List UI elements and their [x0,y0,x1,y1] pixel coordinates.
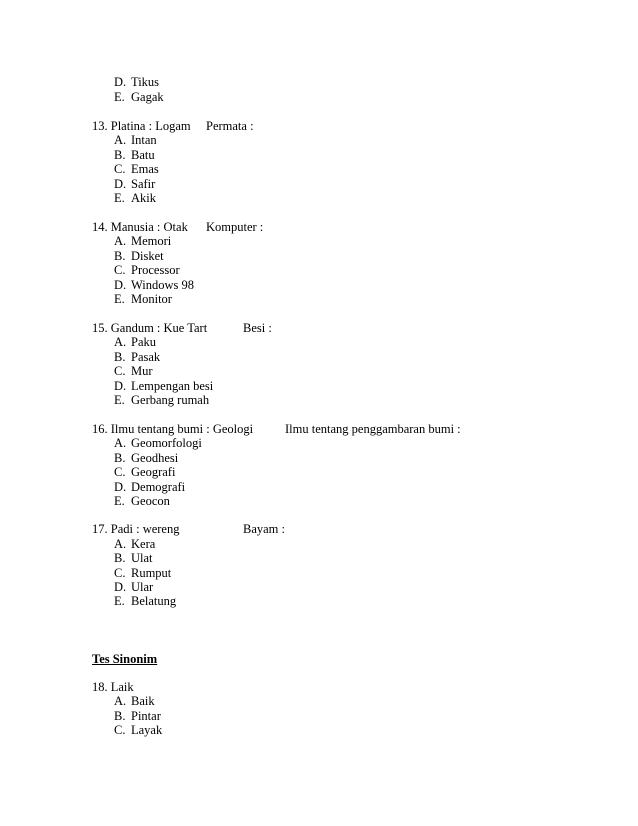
question-number: 14. [92,220,108,234]
option-letter: C. [114,465,126,479]
option-letter: A. [114,133,127,147]
question-18 [92,680,134,695]
question-right: Komputer : [206,220,264,234]
option-letter: E. [114,191,125,205]
question-right: Permata : [206,119,254,133]
option-letter: A. [114,234,127,248]
section-heading: Tes Sinonim [92,652,158,666]
question-13 [92,119,191,134]
question-word: Laik [110,680,134,694]
option-letter: D. [114,75,127,89]
option-letter: D. [114,379,127,393]
option-text: Geocon [131,494,170,508]
option-letter: C. [114,723,126,737]
question-number: 17. [92,522,108,536]
question-right: Bayam : [243,522,286,536]
option-letter: D. [114,177,127,191]
question-number: 15. [92,321,108,335]
question-number: 18. [92,680,108,694]
question-16 [92,422,253,437]
option-letter: E. [114,594,125,608]
option-text: Batu [131,148,155,162]
option-text: Baik [131,694,155,708]
option-text: Ulat [131,551,153,565]
option-text: Geografi [131,465,176,479]
option-letter: B. [114,451,126,465]
question-right: Ilmu tentang penggambaran bumi : [285,422,461,436]
option-text: Akik [131,191,156,205]
option-text: Geodhesi [131,451,179,465]
option-text: Intan [131,133,157,147]
option-text: Geomorfologi [131,436,202,450]
question-17 [92,522,179,537]
option-text: Layak [131,723,163,737]
option-text: Emas [131,162,159,176]
option-text: Windows 98 [131,278,195,292]
option-text: Pintar [131,709,161,723]
option-letter: B. [114,551,126,565]
option-letter: B. [114,148,126,162]
option-text: Mur [131,364,153,378]
option-letter: D. [114,278,127,292]
option-text: Monitor [131,292,172,306]
option-letter: B. [114,350,126,364]
option-letter: B. [114,709,126,723]
option-text: Kera [131,537,156,551]
question-number: 16. [92,422,108,436]
option-text: Gagak [131,90,164,104]
question-left: Gandum : Kue Tart [110,321,208,335]
question-left: Ilmu tentang bumi : Geologi [110,422,254,436]
option-text: Processor [131,263,180,277]
option-text: Rumput [131,566,172,580]
option-letter: C. [114,364,126,378]
option-text: Demografi [131,480,186,494]
question-14 [92,220,188,235]
option-letter: E. [114,494,125,508]
option-letter: A. [114,335,127,349]
option-letter: E. [114,393,125,407]
option-text: Safir [131,177,156,191]
question-right: Besi : [243,321,272,335]
option-text: Disket [131,249,164,263]
option-letter: C. [114,162,126,176]
option-text: Lempengan besi [131,379,214,393]
option-text: Pasak [131,350,161,364]
option-letter: A. [114,694,127,708]
option-text: Gerbang rumah [131,393,210,407]
option-letter: C. [114,263,126,277]
option-text: Memori [131,234,172,248]
option-letter: E. [114,90,125,104]
question-left: Manusia : Otak [110,220,188,234]
question-left: Padi : wereng [110,522,180,536]
question-left: Platina : Logam [110,119,191,133]
option-letter: D. [114,580,127,594]
option-text: Paku [131,335,156,349]
option-text: Tikus [131,75,160,89]
option-letter: E. [114,292,125,306]
option-letter: A. [114,436,127,450]
option-text: Belatung [131,594,177,608]
option-letter: B. [114,249,126,263]
question-15 [92,321,207,336]
option-letter: C. [114,566,126,580]
option-letter: D. [114,480,127,494]
option-letter: A. [114,537,127,551]
option-text: Ular [131,580,154,594]
question-number: 13. [92,119,108,133]
